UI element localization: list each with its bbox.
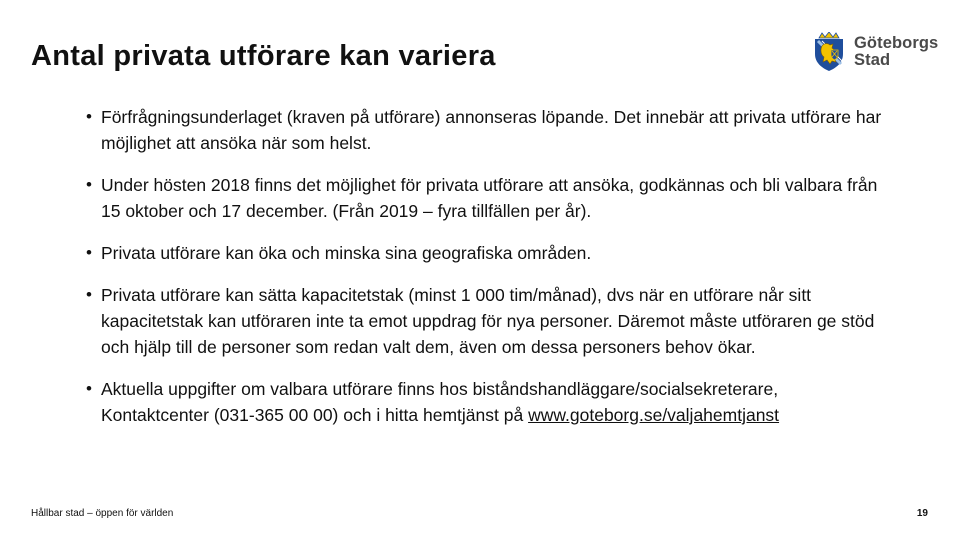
- bullet-item: [84, 376, 884, 428]
- city-emblem-icon: [810, 32, 848, 72]
- bullet-text: Aktuella uppgifter om valbara utförare finns hos biståndshandläggare/socialsekreterare, Kontaktcenter (031-365 00 00) och i hitta hemtjänst på: [101, 379, 779, 425]
- bullet-text: Privata utförare kan sätta kapacitetstak (minst 1 000 tim/månad), dvs när en utförare når sitt kapacitetstak kan utföraren inte ta emot uppdrag för nya personer. Däremot måste utföraren ge stöd och hjälp till de personer som redan valt dem, även om dessa personers behov ökar.: [101, 285, 875, 357]
- slide-title: Antal privata utförare kan variera: [31, 40, 496, 72]
- footer-slogan: Hållbar stad – öppen för världen: [31, 508, 174, 519]
- bullet-text: Under hösten 2018 finns det möjlighet för privata utförare att ansöka, godkännas och bli valbara från 15 oktober och 17 december. (Från 2019 – fyra tillfällen per år).: [101, 175, 878, 221]
- bullet-item: [84, 240, 884, 266]
- logo-wordmark: [854, 35, 938, 69]
- goteborgs-stad-logo: [810, 30, 939, 74]
- logo-line-2: Stad: [854, 51, 891, 69]
- bullet-text: Privata utförare kan öka och minska sina geografiska områden.: [101, 243, 592, 263]
- valjahemtjanst-link[interactable]: www.goteborg.se/valjahemtjanst: [528, 405, 780, 425]
- bullet-item: [84, 282, 884, 360]
- logo-line-1: Göteborgs: [854, 34, 939, 52]
- bullet-list: [84, 104, 884, 444]
- bullet-item: [84, 172, 884, 224]
- bullet-item: [84, 104, 884, 156]
- page-number: 19: [916, 508, 928, 519]
- bullet-text: Förfrågningsunderlaget (kraven på utförare) annonseras löpande. Det innebär att privata utförare har möjlighet att ansöka när som helst.: [101, 107, 882, 153]
